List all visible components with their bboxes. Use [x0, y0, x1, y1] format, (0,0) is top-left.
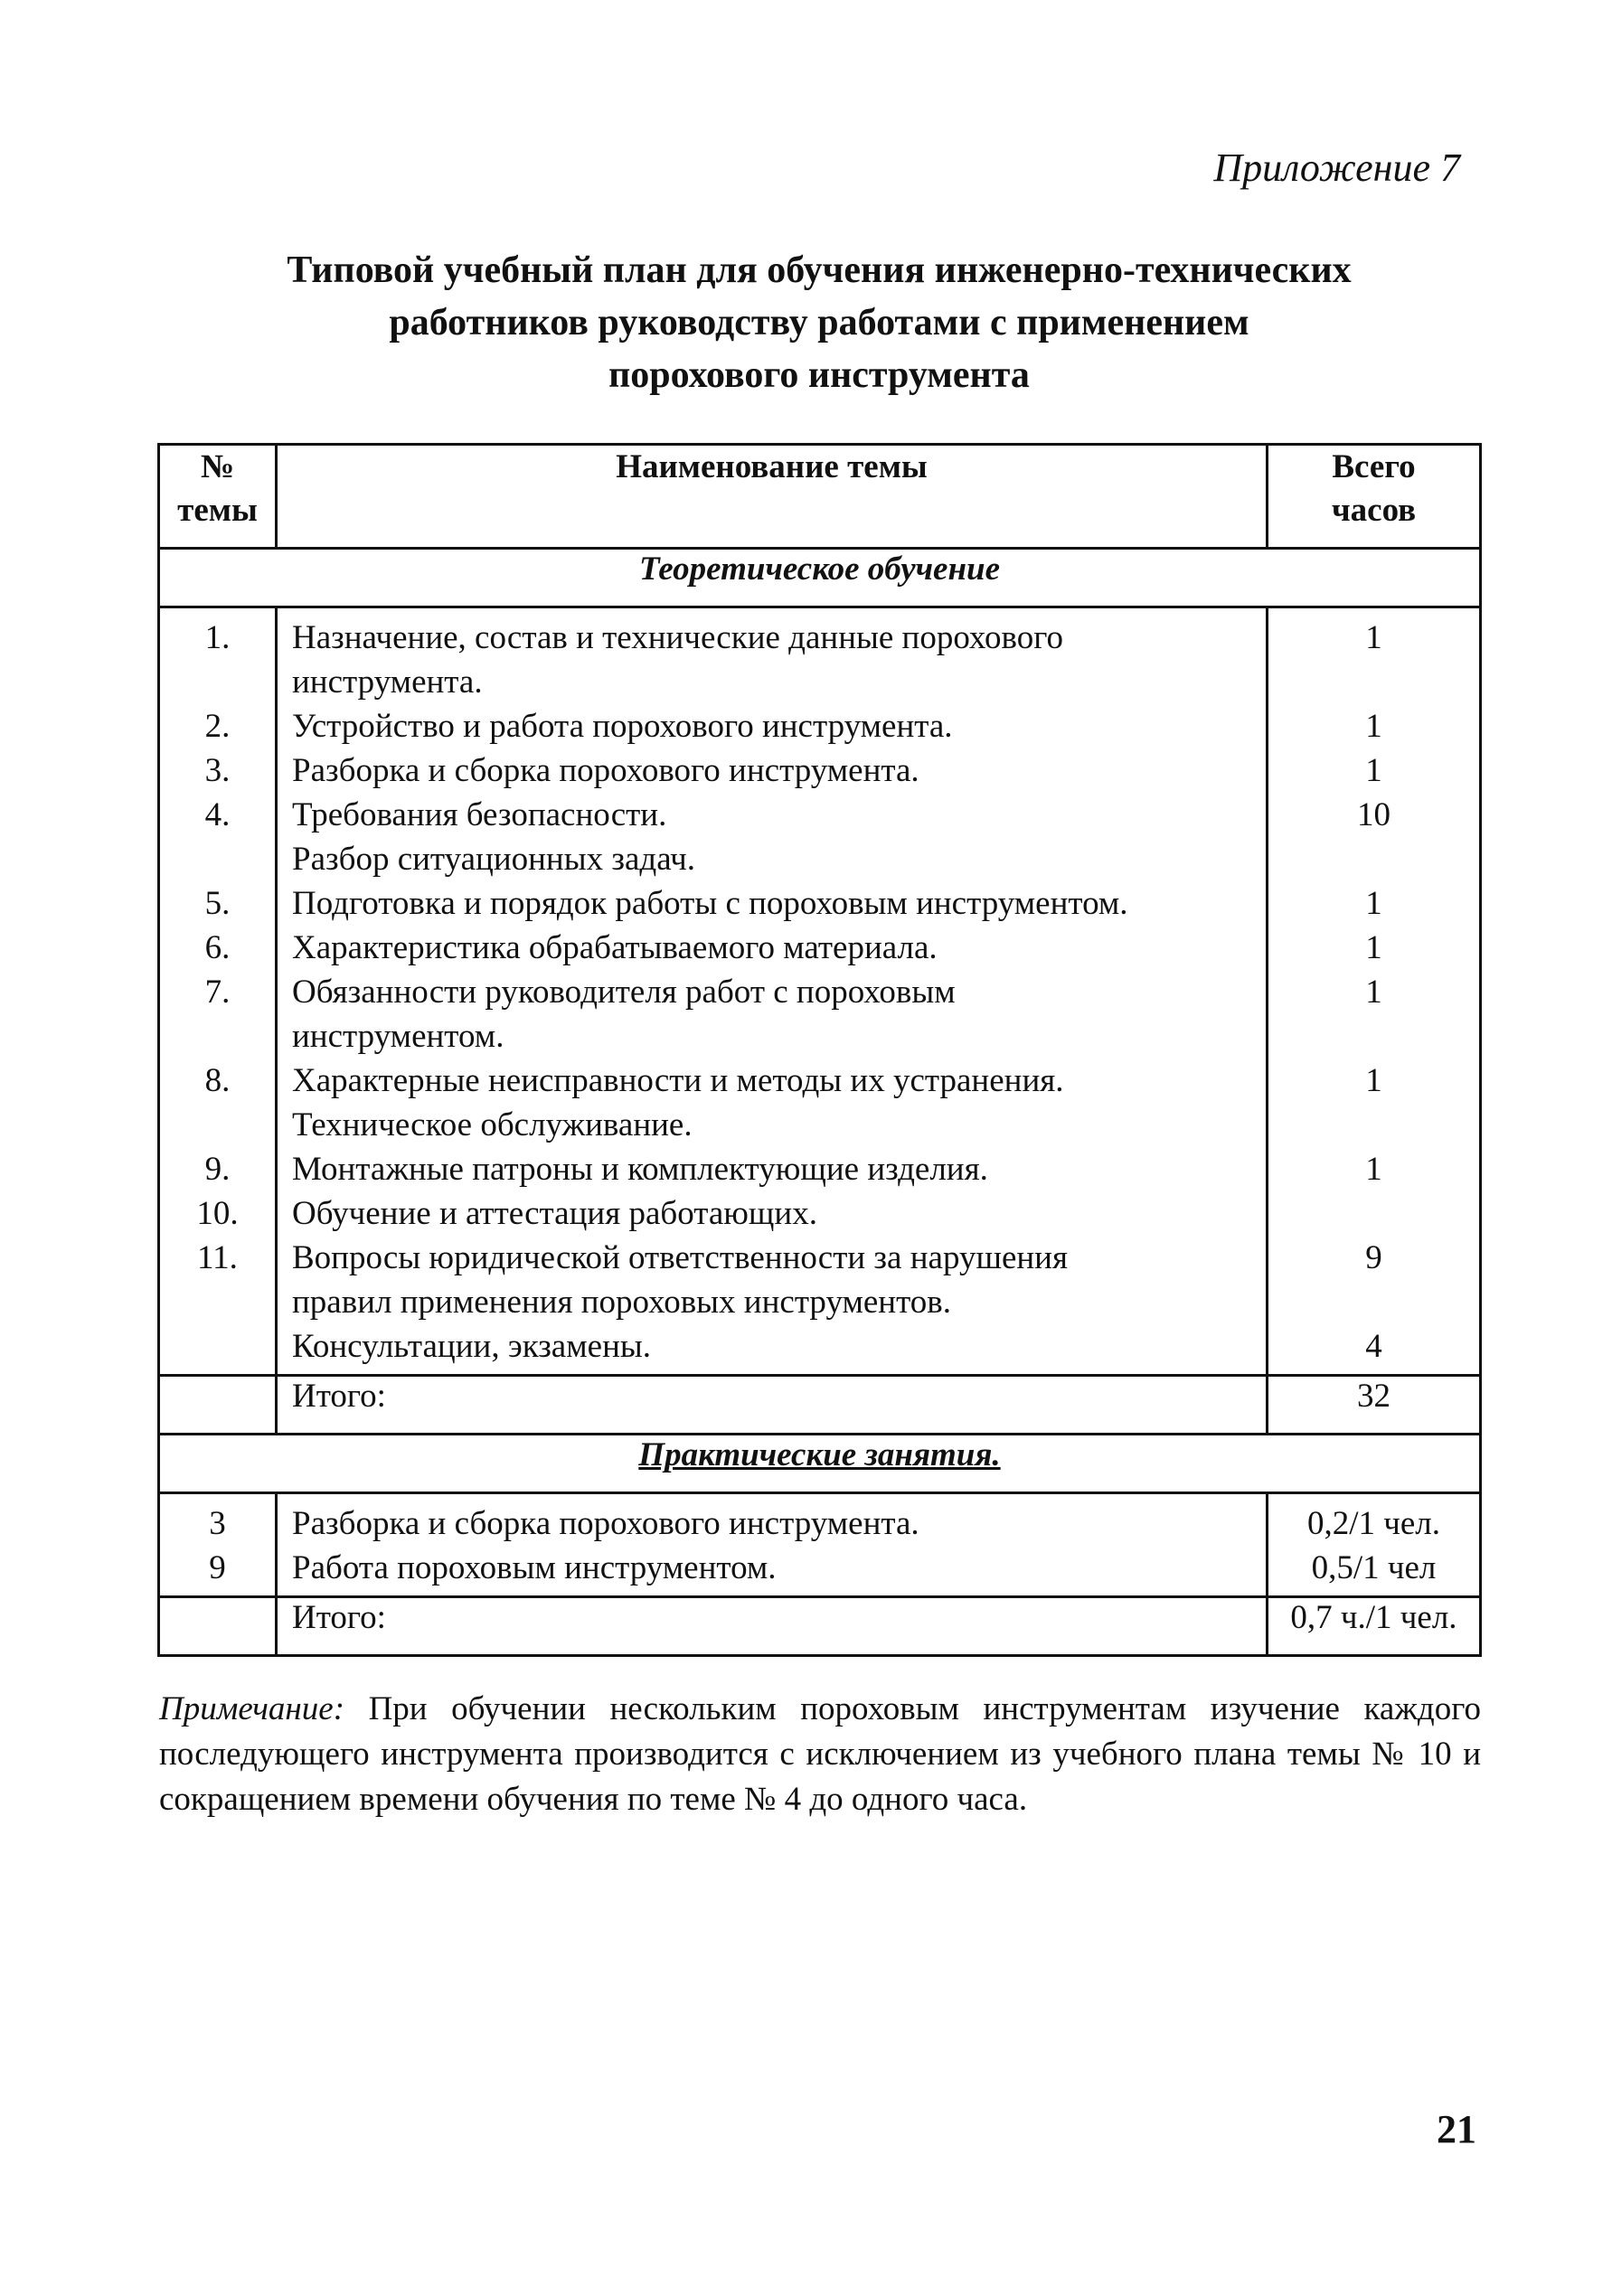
header-total-hours: Всего часов: [1268, 445, 1481, 549]
cell-num: 9: [159, 1546, 277, 1597]
title-line-1: Типовой учебный план для обучения инженерно-технических: [287, 249, 1352, 291]
cell-num: 7.: [159, 970, 277, 1014]
cell-name: инструментом.: [277, 1014, 1268, 1059]
cell-num: 9.: [159, 1147, 277, 1191]
table-row: [159, 926, 1481, 970]
practical-section-title: Практические занятия.: [159, 1435, 1481, 1493]
cell-hours: 1: [1268, 607, 1481, 661]
table-row: [159, 748, 1481, 793]
table-header-row: [159, 445, 1481, 549]
appendix-label: Приложение 7: [1213, 146, 1460, 190]
cell-num: [159, 660, 277, 704]
cell-num: [159, 1103, 277, 1147]
practical-total-row: [159, 1597, 1481, 1656]
cell-num: 10.: [159, 1191, 277, 1236]
cell-name: Консультации, экзамены.: [277, 1324, 1268, 1376]
cell-num: 2.: [159, 704, 277, 748]
cell-name: Обязанности руководителя работ с пороховым: [277, 970, 1268, 1014]
cell-name: Характерные неисправности и методы их устранения.: [277, 1059, 1268, 1103]
table-row: [159, 881, 1481, 926]
table-row: [159, 793, 1481, 837]
cell-num: 1.: [159, 607, 277, 661]
cell-name: Характеристика обрабатываемого материала.: [277, 926, 1268, 970]
table-row: [159, 970, 1481, 1014]
practical-rows: [159, 1493, 1481, 1597]
cell-hours: 1: [1268, 1059, 1481, 1103]
page-number: 21: [1437, 2107, 1476, 2151]
cell-hours: 1: [1268, 970, 1481, 1014]
cell-name: Назначение, состав и технические данные порохового: [277, 607, 1268, 661]
cell-hours: [1268, 1191, 1481, 1236]
cell-name: Разборка и сборка порохового инструмента.: [277, 1493, 1268, 1547]
cell-hours: 1: [1268, 881, 1481, 926]
cell-num: [159, 837, 277, 881]
cell-num: 3: [159, 1493, 277, 1547]
cell-hours: [1268, 1103, 1481, 1147]
table-row: [159, 1103, 1481, 1147]
cell-num: 6.: [159, 926, 277, 970]
cell-hours: 4: [1268, 1324, 1481, 1376]
title-line-2: работников руководству работами с применением: [389, 302, 1249, 343]
cell-name: Разбор ситуационных задач.: [277, 837, 1268, 881]
cell-name: Подготовка и порядок работы с пороховым инструментом.: [277, 881, 1268, 926]
table-row: [159, 1147, 1481, 1191]
cell-hours: 0,5/1 чел: [1268, 1546, 1481, 1597]
cell-name: Обучение и аттестация работающих.: [277, 1191, 1268, 1236]
title-line-3: порохового инструмента: [608, 354, 1030, 396]
document-title: [159, 244, 1479, 401]
table-row: [159, 1059, 1481, 1103]
theory-total-num: [159, 1376, 277, 1435]
practical-section-row: [159, 1435, 1481, 1493]
cell-num: 11.: [159, 1236, 277, 1280]
curriculum-table: [157, 443, 1482, 1657]
cell-hours: 1: [1268, 748, 1481, 793]
table-row: [159, 1546, 1481, 1597]
theory-section-row: [159, 549, 1481, 607]
cell-hours: 0,2/1 чел.: [1268, 1493, 1481, 1547]
table-row: [159, 1493, 1481, 1547]
footnote: [159, 1687, 1481, 1822]
practical-total-num: [159, 1597, 277, 1656]
table-row: [159, 1236, 1481, 1280]
note-text: При обучении нескольким пороховым инструментам изучение каждого последующего инструмента производится с исключением из учебного плана темы № 10 и сокращением времени обучения по теме № 4 до одного часа.: [159, 1690, 1481, 1818]
cell-name: правил применения пороховых инструментов.: [277, 1280, 1268, 1324]
cell-name: Разборка и сборка порохового инструмента.: [277, 748, 1268, 793]
theory-total-label: Итого:: [277, 1376, 1268, 1435]
cell-name: Работа пороховым инструментом.: [277, 1546, 1268, 1597]
table-row: [159, 1191, 1481, 1236]
table-row: [159, 837, 1481, 881]
theory-total-hours: 32: [1268, 1376, 1481, 1435]
cell-hours: 1: [1268, 926, 1481, 970]
cell-hours: 1: [1268, 704, 1481, 748]
cell-name: инструмента.: [277, 660, 1268, 704]
cell-num: [159, 1014, 277, 1059]
cell-name: Техническое обслуживание.: [277, 1103, 1268, 1147]
theory-rows: [159, 607, 1481, 1376]
cell-name: Устройство и работа порохового инструмента.: [277, 704, 1268, 748]
practical-total-hours: 0,7 ч./1 чел.: [1268, 1597, 1481, 1656]
table-row: [159, 1014, 1481, 1059]
cell-hours: [1268, 660, 1481, 704]
cell-hours: 9: [1268, 1236, 1481, 1280]
cell-num: 5.: [159, 881, 277, 926]
cell-hours: [1268, 837, 1481, 881]
cell-num: 3.: [159, 748, 277, 793]
header-topic-number: № темы: [159, 445, 277, 549]
cell-hours: [1268, 1280, 1481, 1324]
table-row: [159, 1324, 1481, 1376]
cell-name: Вопросы юридической ответственности за нарушения: [277, 1236, 1268, 1280]
note-label: Примечание:: [159, 1690, 345, 1727]
theory-section-title: Теоретическое обучение: [159, 549, 1481, 607]
cell-hours: 1: [1268, 1147, 1481, 1191]
cell-hours: 10: [1268, 793, 1481, 837]
theory-total-row: [159, 1376, 1481, 1435]
table-row: [159, 660, 1481, 704]
table-row: [159, 1280, 1481, 1324]
table-row: [159, 607, 1481, 661]
cell-name: Требования безопасности.: [277, 793, 1268, 837]
table-row: [159, 704, 1481, 748]
cell-num: [159, 1324, 277, 1376]
cell-num: [159, 1280, 277, 1324]
practical-total-label: Итого:: [277, 1597, 1268, 1656]
cell-num: 8.: [159, 1059, 277, 1103]
header-topic-name: Наименование темы: [277, 445, 1268, 549]
cell-name: Монтажные патроны и комплектующие изделия.: [277, 1147, 1268, 1191]
cell-hours: [1268, 1014, 1481, 1059]
cell-num: 4.: [159, 793, 277, 837]
